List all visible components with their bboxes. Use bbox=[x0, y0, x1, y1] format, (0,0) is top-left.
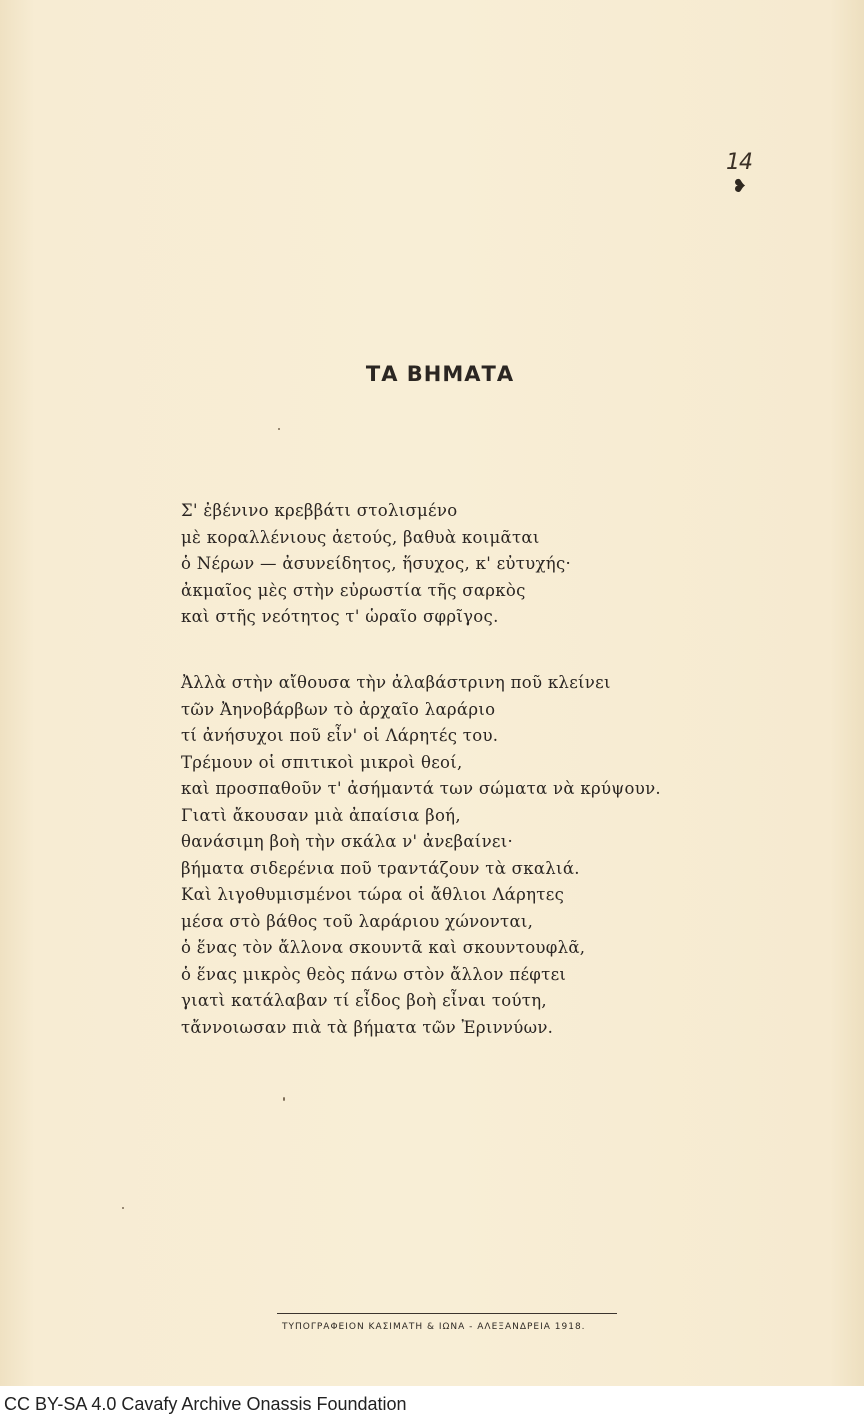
stanza-1 bbox=[181, 498, 571, 631]
poem-line: Τρέμουν οἱ σπιτικοὶ μικροὶ θεοί, bbox=[181, 752, 463, 772]
poem-line: τῶν Ἀηνοβάρβων τὸ ἀρχαῖο λαράριο bbox=[181, 699, 496, 719]
poem-title: ΤΑ ΒΗΜΑΤΑ bbox=[365, 362, 515, 386]
poem-line: Γιατὶ ἄκουσαν μιὰ ἀπαίσια βοή, bbox=[181, 805, 461, 825]
handwritten-page-number: 14 bbox=[726, 150, 752, 175]
paper-fleck bbox=[122, 1207, 124, 1209]
poem-line: Σ' ἐβένινο κρεββάτι στολισμένο bbox=[181, 501, 458, 520]
poem-line: Καὶ λιγοθυμισμένοι τώρα οἱ ἄθλιοι Λάρητες bbox=[181, 885, 565, 904]
printer-imprint: ΤΥΠΟΓΡΑΦΕΙΟΝ ΚΑΣΙΜΑΤΗ & ΙΩΝΑ - ΑΛΕΞΑΝΔΡΕΙΑ 1918. bbox=[282, 1322, 586, 1332]
poem-line: γιατὶ κατάλαβαν τί εἶδος βοὴ εἶναι τούτη, bbox=[181, 991, 547, 1010]
poem-line: ἀκμαῖος μὲς στὴν εὐρωστία τῆς σαρκὸς bbox=[181, 580, 526, 600]
poem-line: μέσα στὸ βάθος τοῦ λαράριου χώνονται, bbox=[181, 911, 534, 931]
poem-line: τἄννοιωσαν πιὰ τὰ βήματα τῶν Ἐριννύων. bbox=[181, 1017, 554, 1037]
stanza-2 bbox=[181, 670, 661, 1041]
footer-rule bbox=[277, 1313, 617, 1314]
poem-line: θανάσιμη βοὴ τὴν σκάλα ν' ἀνεβαίνει· bbox=[181, 832, 514, 851]
poem-line: καὶ προσπαθοῦν τ' ἀσήμαντά των σώματα νὰ κρύψουν. bbox=[181, 779, 661, 798]
poem-line: βήματα σιδερένια ποῦ τραντάζουν τὰ σκαλιά. bbox=[181, 858, 580, 878]
handwritten-mark: ❥ bbox=[732, 176, 748, 197]
poem-line: ὁ ἕνας μικρὸς θεὸς πάνω στὸν ἄλλον πέφτει bbox=[181, 964, 567, 984]
poem-line: Ἀλλὰ στὴν αἴθουσα τὴν ἀλαβάστρινη ποῦ κλείνει bbox=[181, 673, 611, 692]
paper-fleck bbox=[283, 1097, 285, 1101]
poem-line: καὶ στῆς νεότητος τ' ὡραῖο σφρῖγος. bbox=[181, 607, 499, 626]
paper-fleck bbox=[278, 428, 280, 430]
poem-line: τί ἀνήσυχοι ποῦ εἶν' οἱ Λάρητές του. bbox=[181, 726, 499, 745]
poem-line: ὁ Νέρων — ἀσυνείδητος, ἥσυχος, κ' εὐτυχής· bbox=[181, 554, 572, 573]
license-caption: CC BY-SA 4.0 Cavafy Archive Onassis Foundation bbox=[4, 1394, 407, 1414]
poem-line: μὲ κοραλλένιους ἀετούς, βαθυὰ κοιμᾶται bbox=[181, 527, 540, 547]
poem-line: ὁ ἕνας τὸν ἄλλονα σκουντᾶ καὶ σκουντουφλᾶ, bbox=[181, 938, 586, 957]
